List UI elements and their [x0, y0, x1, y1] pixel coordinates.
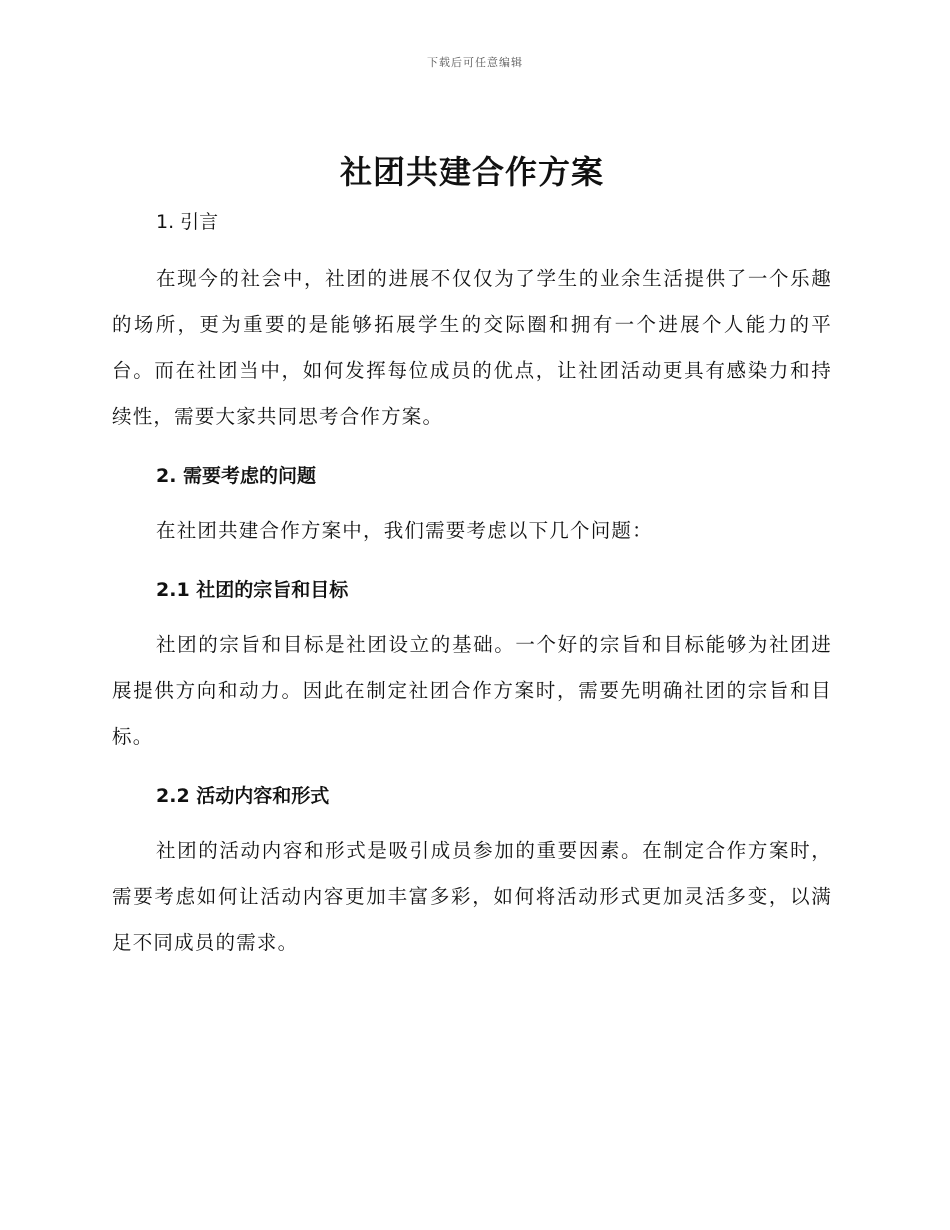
section-heading-purpose-goals: 2.1 社团的宗旨和目标	[156, 579, 349, 601]
document-body	[112, 148, 832, 966]
section-heading-issues: 2. 需要考虑的问题	[156, 465, 317, 487]
page-header-note: 下载后可任意编辑	[427, 56, 523, 69]
section-paragraph-purpose-goals: 社团的宗旨和目标是社团设立的基础。一个好的宗旨和目标能够为社团进展提供方向和动力。因此在制定社团合作方案时，需要先明确社团的宗旨和目标。	[112, 633, 832, 748]
section-paragraph-introduction: 在现今的社会中，社团的进展不仅仅为了学生的业余生活提供了一个乐趣的场所，更为重要的是能够拓展学生的交际圈和拥有一个进展个人能力的平台。而在社团当中，如何发挥每位成员的优点，让社团活动更具有感染力和持续性，需要大家共同思考合作方案。	[112, 267, 832, 428]
section-paragraph-issues: 在社团共建合作方案中，我们需要考虑以下几个问题：	[156, 519, 653, 542]
document-title: 社团共建合作方案	[339, 153, 604, 191]
section-paragraph-activities: 社团的活动内容和形式是吸引成员参加的重要因素。在制定合作方案时，需要考虑如何让活动内容更加丰富多彩，如何将活动形式更加灵活多变，以满足不同成员的需求。	[112, 839, 832, 954]
section-heading-introduction: 1. 引言	[156, 211, 219, 233]
section-heading-activities: 2.2 活动内容和形式	[156, 785, 330, 807]
